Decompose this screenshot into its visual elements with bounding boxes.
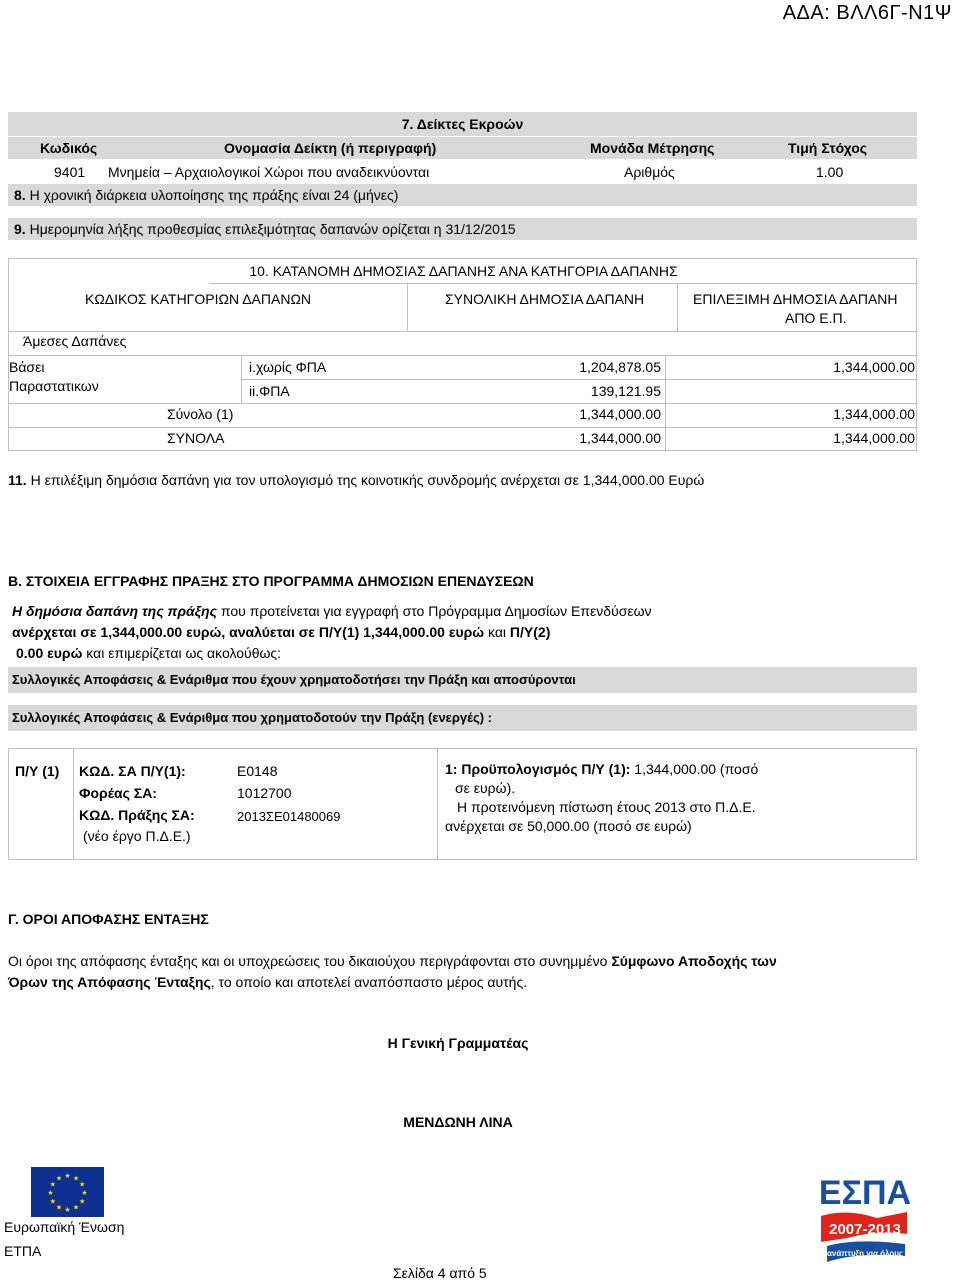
sectionB-p3-bold: 0.00 ευρώ [16,645,83,661]
budget-line-4: ανέρχεται σε 50,000.00 (ποσό σε ευρώ) [445,818,692,834]
row-vat-label: ii.ΦΠΑ [249,383,290,399]
section10-col-eligible-1: ΕΠΙΛΕΞΙΜΗ ΔΗΜΟΣΙΑ ΔΑΠΑΝΗ [693,291,898,307]
section7-title: 7. Δείκτες Εκροών [8,112,917,136]
budget-line-2: σε ευρώ). [455,780,516,796]
row-without-vat-total: 1,204,878.05 [579,359,661,375]
row-subtotal-total: 1,344,000.00 [579,406,661,422]
section11-num: 11. [8,472,27,488]
section9-num: 9. [14,221,26,237]
section10-basis-1: Βάσει [9,359,45,375]
svg-text:★: ★ [81,1189,88,1197]
section9-bar [8,218,917,240]
svg-text:★: ★ [72,1203,80,1212]
svg-text:★: ★ [49,1197,56,1206]
kod-praxis-value: 2013ΣΕ01480069 [237,809,341,824]
section7-header-row [8,137,917,159]
espa-tagline: ανάπτυξη για όλους [826,1249,904,1258]
espa-logo-graphic [817,1172,913,1270]
sectionB-paragraph-3 [16,645,281,661]
foreas-value: 1012700 [237,785,292,801]
sectionB-p2-and: και [484,624,510,640]
row-totals-total: 1,344,000.00 [579,430,661,446]
espa-years: 2007-2013 [829,1221,901,1238]
section9-text: Ημερομηνία λήξης προθεσμίας επιλεξιμότητας δαπανών ορίζεται η 31/12/2015 [25,221,516,237]
kod-praxis-label: ΚΩΔ. Πράξης ΣΑ: [79,807,195,823]
eu-flag-logo [31,1167,104,1217]
sectionB-p2-bold: ανέρχεται σε 1,344,000.00 ευρώ, αναλύεται σε Π/Υ(1) 1,344,000.00 ευρώ [12,624,485,640]
sectionB-title: Β. ΣΤΟΙΧΕΙΑ ΕΓΓΡΑΦΗΣ ΠΡΑΞΗΣ ΣΤΟ ΠΡΟΓΡΑΜΜΑ ΔΗΜΟΣΙΩΝ ΕΠΕΝΔΥΣΕΩΝ [8,573,534,589]
svg-text:★: ★ [79,1197,86,1206]
indicator-unit: Αριθμός [624,164,675,180]
section10-col-total: ΣΥΝΟΛΙΚΗ ΔΗΜΟΣΙΑ ΔΑΠΑΝΗ [445,291,645,307]
signature-role: Η Γενική Γραμματέας [387,1035,529,1051]
row-totals-eligible: 1,344,000.00 [833,430,915,446]
row-subtotal-eligible: 1,344,000.00 [833,406,915,422]
svg-text:★: ★ [49,1180,56,1189]
indicator-name: Μνημεία – Αρχαιολογικοί Χώροι που αναδεικνύονται [108,164,430,180]
svg-text:★: ★ [55,1203,63,1212]
sectionB-p2-py2: Π/Υ(2) [509,624,551,640]
col-name-header: Ονομασία Δείκτη (ή περιγραφή) [224,140,437,156]
eu-label: Ευρωπαϊκή Ένωση [4,1219,125,1235]
sectionB-bar-withdrawn: Συλλογικές Αποφάσεις & Ενάριθμα που έχουν χρηματοδοτήσει την Πράξη και αποσύρονται [8,667,917,693]
row-without-vat-eligible: 1,344,000.00 [833,359,915,375]
section10-basis-2: Παραστατικων [9,378,99,394]
section11 [8,472,704,488]
new-project-note: (νέο έργο Π.Δ.Ε.) [83,828,191,844]
page-number: Σελίδα 4 από 5 [393,1265,487,1281]
ada-code: ΑΔΑ: ΒΛΛ6Γ-Ν1Ψ [782,2,952,24]
section8-text: Η χρονική διάρκεια υλοποίησης της πράξης είναι 24 (μήνες) [25,187,399,203]
espa-logo [817,1172,913,1270]
col-unit-header: Μονάδα Μέτρησης [590,140,715,156]
section8-bar [8,184,917,206]
sectionG-bold-1: Σύμφωνο Αποδοχής των [611,953,777,969]
sectionB-p1-rest: που προτείνεται για εγγραφή στο Πρόγραμμα Δημοσίων Επενδύσεων [216,603,652,619]
indicator-target: 1.00 [816,164,844,180]
row-without-vat-label: i.χωρίς ΦΠΑ [249,359,327,375]
indicator-code: 9401 [54,164,86,180]
svg-text:★: ★ [47,1189,54,1197]
sectionG-text-end: , το οποίο και αποτελεί αναπόσπαστο μέρος αυτής. [210,974,528,990]
sectionG-text-start: Οι όροι της απόφασης ένταξης και οι υποχρεώσεις του δικαιούχου περιγράφονται στο συνημμένο [8,953,612,969]
sectionB-paragraph-1 [12,603,652,619]
section11-text: Η επιλέξιμη δημόσια δαπάνη για τον υπολογισμό της κοινοτικής συνδρομής ανέρχεται σε 1,344,000.00 Ευρώ [26,472,705,488]
sectionG-title: Γ. ΟΡΟΙ ΑΠΟΦΑΣΗΣ ΕΝΤΑΞΗΣ [8,911,209,927]
budget-table [8,748,917,860]
sectionG-bold-2: Όρων της Απόφασης Ένταξης [8,974,211,990]
col-target-header: Τιμή Στόχος [788,140,868,156]
row-totals-label: ΣΥΝΟΛΑ [167,430,225,446]
kod-sa-label: ΚΩΔ. ΣΑ Π/Υ(1): [79,763,186,779]
sectionB-p3-rest: και επιμερίζεται ως ακολούθως: [82,645,282,661]
kod-sa-value: Ε0148 [237,763,278,779]
section10-col-eligible-2: ΑΠΟ Ε.Π. [785,310,847,326]
budget-py-label: Π/Υ (1) [15,763,60,779]
sectionB-bar-active: Συλλογικές Αποφάσεις & Ενάριθμα που χρηματοδοτούν την Πράξη (ενεργές) : [8,705,917,731]
row-subtotal-label: Σύνολο (1) [167,406,234,422]
sectionB-p1-italic: Η δημόσια δαπάνη της πράξης [12,603,217,619]
sectionB-paragraph-2 [12,624,550,640]
svg-text:★: ★ [55,1174,63,1183]
budget-value: 1,344,000.00 (ποσό [630,761,759,777]
budget-line-3: Η προτεινόμενη πίστωση έτους 2013 στο Π.Δ.Ε. [457,799,756,815]
section10-title: 10. ΚΑΤΑΝΟΜΗ ΔΗΜΟΣΙΑΣ ΔΑΠΑΝΗΣ ΑΝΑ ΚΑΤΗΓΟΡΙΑ ΔΑΠΑΝΗΣ [249,263,678,279]
budget-bold-label: 1: Προϋπολογισμός Π/Υ (1): [445,761,631,777]
section8-num: 8. [14,187,26,203]
etpa-label: ΕΤΠΑ [4,1243,42,1259]
espa-logo-text: ΕΣΠΑ [818,1174,912,1212]
sectionG-text [8,951,928,993]
signature-name: ΜΕΝΔΩΝΗ ΛΙΝΑ [403,1114,513,1130]
section10-col-category: ΚΩΔΙΚΟΣ ΚΑΤΗΓΟΡΙΩΝ ΔΑΠΑΝΩΝ [85,291,312,307]
row-vat-total: 139,121.95 [590,383,661,399]
col-code-header: Κωδικός [40,140,98,156]
section10-direct-costs: Άμεσες Δαπάνες [23,333,127,349]
budget-line-1 [445,761,758,777]
svg-text:★: ★ [72,1174,80,1183]
svg-text:★: ★ [64,1206,71,1214]
svg-text:★: ★ [79,1180,86,1189]
svg-text:★: ★ [64,1172,71,1180]
section10-table [8,258,917,451]
eu-stars-icon [31,1167,104,1217]
foreas-label: Φορέας ΣΑ: [79,785,157,801]
